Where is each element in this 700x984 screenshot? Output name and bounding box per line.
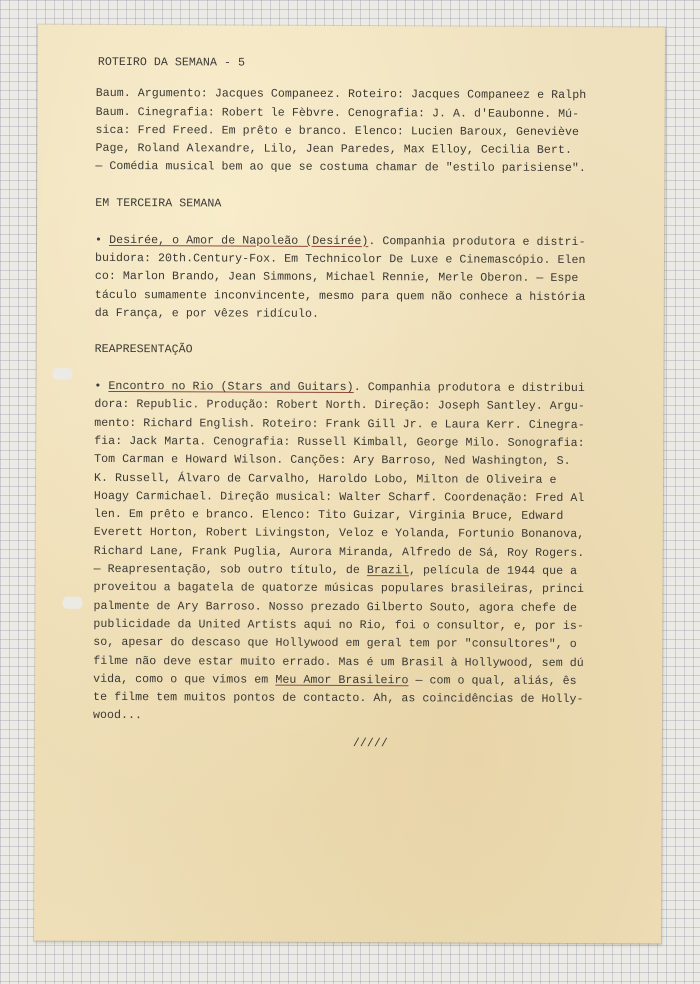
intro-line: sica: Fred Freed. Em prêto e branco. Elenco: Lucien Baroux, Geneviève <box>95 123 580 139</box>
rio-line: proveitou a bagatela de quatorze músicas populares brasileiras, princi <box>93 581 585 597</box>
rio-line: len. Em prêto e branco. Elenco: Tito Guizar, Virginia Bruce, Edward <box>93 508 564 524</box>
rio-line: Richard Lane, Frank Puglia, Aurora Miranda, Alfredo de Sá, Roy Rogers. <box>93 544 585 560</box>
rio-line: vida, como o que vimos em Meu Amor Brasileiro — com o qual, aliás, ês <box>93 672 577 688</box>
punch-hole-top <box>52 368 72 380</box>
end-mark: ///// <box>352 736 388 750</box>
page-header <box>96 54 631 75</box>
typed-text <box>93 54 631 754</box>
section-heading-third-week: EM TERCEIRA SEMANA <box>95 196 222 211</box>
rio-line: • Encontro no Rio (Stars and Guitars). Companhia produtora e distribui <box>94 379 585 396</box>
header-text: ROTEIRO DA SEMANA - 5 <box>97 55 246 70</box>
intro-line: Page, Roland Alexandre, Lilo, Jean Paredes, Max Elloy, Cecilia Bert. <box>95 142 573 158</box>
film-title: Encontro no Rio (Stars and Guitars) <box>108 379 354 395</box>
desiree-paragraph <box>95 232 630 326</box>
rio-paragraph <box>93 378 630 728</box>
rio-line: fia: Jack Marta. Cenografia: Russell Kimball, George Milo. Sonografia: <box>94 434 585 450</box>
rio-line: Tom Carman e Howard Wilson. Canções: Ary Barroso, Ned Washington, S. <box>94 453 571 469</box>
film-title: Brazil <box>366 564 409 578</box>
rio-line: mento: Richard English. Roteiro: Frank Gill Jr. e Laura Kerr. Cinegra- <box>94 416 585 432</box>
intro-line: Baum. Cinegrafia: Robert le Fèbvre. Cenografia: J. A. d'Eaubonne. Mú- <box>95 105 580 121</box>
rio-line: palmente de Ary Barroso. Nosso prezado Gilberto Souto, agora chefe de <box>93 599 578 615</box>
desiree-line: • Desirée, o Amor de Napoleão (Desirée). Companhia produtora e distri- <box>95 233 586 249</box>
rio-line: so, apesar do descaso que Hollywood em geral tem por "consultores", o <box>93 636 577 652</box>
desiree-line: buidora: 20th.Century-Fox. Em Technicolor De Luxe e Cinemascópio. Elen <box>94 251 586 267</box>
rio-line: K. Russell, Álvaro de Carvalho, Haroldo Lobo, Milton de Oliveira e <box>93 471 557 487</box>
rio-line: — Reapresentação, sob outro título, de Brazil, película de 1944 que a <box>93 562 578 579</box>
punch-hole-bottom <box>62 597 82 609</box>
desiree-line: táculo sumamente inconvincente, mesmo para quem não conhece a história <box>94 288 586 304</box>
rio-line: wood... <box>92 709 143 723</box>
intro-line: Baum. Argumento: Jacques Companeez. Roteiro: Jacques Companeez e Ralph <box>95 87 587 103</box>
rio-line: publicidade da United Artists aqui no Rio, foi o consultor, e, por is- <box>93 617 584 633</box>
section-heading-rerun: REAPRESENTAÇÃO <box>94 343 193 357</box>
rio-line: Everett Horton, Robert Livingston, Veloz e Yolanda, Fortunio Bonanova, <box>93 526 585 542</box>
intro-line: — Comédia musical bem ao que se costuma chamar de "estilo parisiense". <box>95 160 586 176</box>
desiree-line: da França, e por vêzes ridículo. <box>94 306 320 321</box>
intro-paragraph <box>95 85 630 179</box>
rio-line: filme não deve estar muito errado. Mas é um Brasil à Hollywood, sem dú <box>93 654 584 670</box>
rio-line: te filme tem muitos pontos de contacto. Ah, as coincidências de Holly- <box>93 690 584 707</box>
document-page <box>34 25 665 944</box>
desiree-line: co: Marlon Brando, Jean Simmons, Michael Rennie, Merle Oberon. — Espe <box>94 270 579 286</box>
film-title: Meu Amor Brasileiro <box>275 673 409 688</box>
desiree-title: Desirée, o Amor de Napoleão (Desirée) <box>109 233 369 248</box>
rio-line: Hoagy Carmichael. Direção musical: Walter Scharf. Coordenação: Fred Al <box>93 489 585 505</box>
rio-line: dora: Republic. Produção: Robert North. Direção: Joseph Santley. Argu- <box>94 398 585 414</box>
